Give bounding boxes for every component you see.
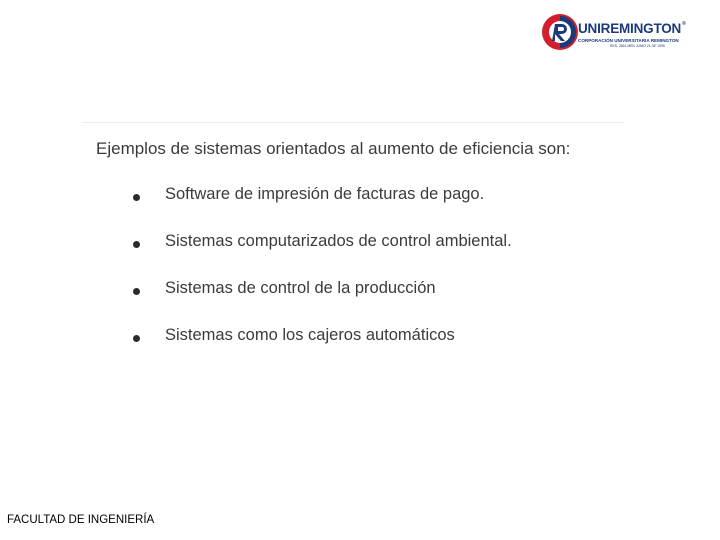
bullet-dot-icon: [133, 335, 140, 342]
uniremington-r-emblem-icon: [540, 12, 580, 52]
logo-subtitle: CORPORACIÓN UNIVERSITARIA REMINGTON: [578, 38, 679, 43]
content-panel: [82, 122, 624, 363]
logo-name: UNIREMINGTON®: [578, 21, 686, 36]
uniremington-logo: [540, 12, 695, 52]
footer-faculty: FACULTAD DE INGENIERÍA: [7, 514, 155, 526]
registered-mark: ®: [682, 21, 686, 27]
bullet-dot-icon: [133, 288, 140, 295]
bullet-text: Software de impresión de facturas de pago.: [165, 185, 485, 203]
bullet-text: Sistemas computarizados de control ambiental.: [165, 232, 512, 250]
bullet-text: Sistemas como los cajeros automáticos: [165, 326, 455, 344]
content-title: Ejemplos de sistemas orientados al aumento de eficiencia son:: [96, 139, 571, 158]
bullet-text: Sistemas de control de la producción: [165, 279, 436, 297]
logo-registration: RES. 2661 MEN JUNIO 21 DE 1996: [610, 44, 665, 48]
bullet-dot-icon: [133, 194, 140, 201]
bullet-dot-icon: [133, 241, 140, 248]
